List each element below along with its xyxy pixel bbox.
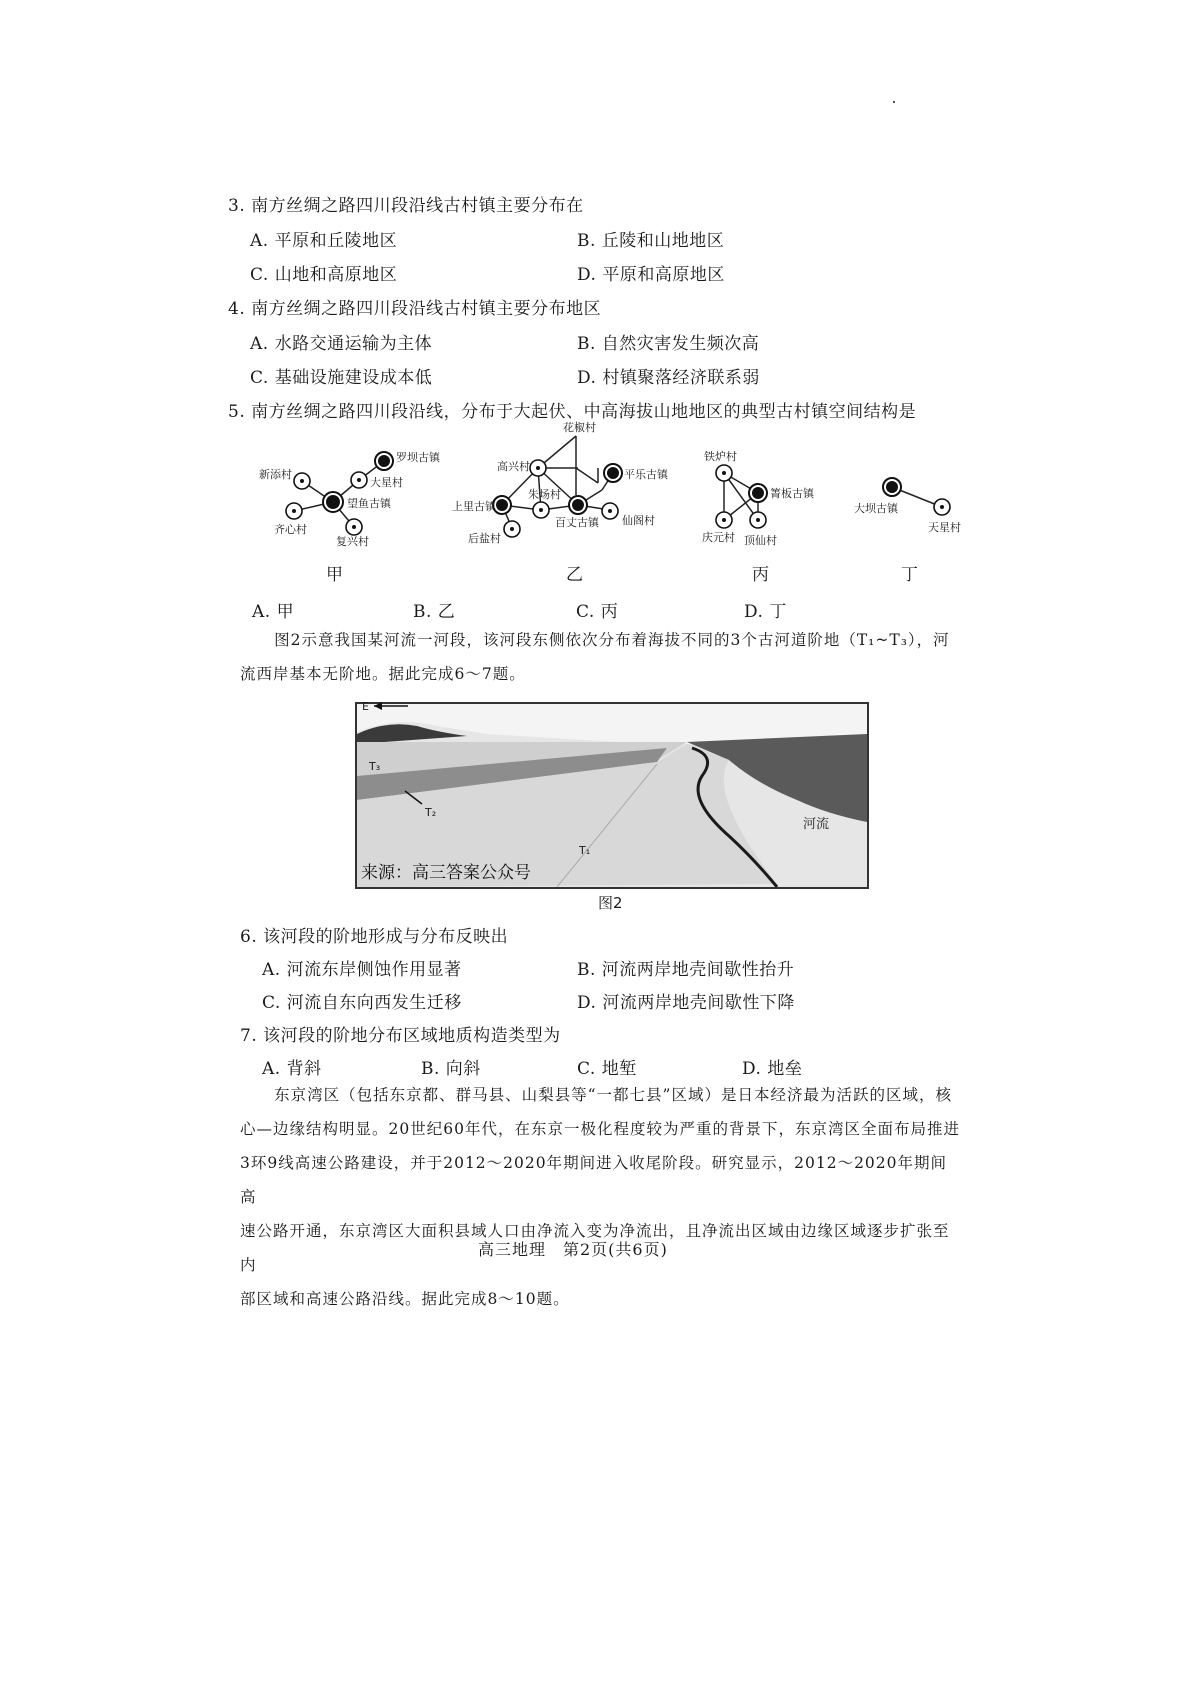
question-4-option-b: B. 自然灾害发生频次高 xyxy=(577,334,760,354)
east-direction-label: E xyxy=(362,700,369,713)
diagram-yi-caption: 乙 xyxy=(566,565,583,585)
diagram-ding-label: 大坝古镇 xyxy=(854,502,898,515)
terrace-label-t2: T₂ xyxy=(425,806,437,819)
question-7-option-d: D. 地垒 xyxy=(742,1059,803,1079)
question-7-option-b: B. 向斜 xyxy=(421,1059,481,1079)
passage-line: 东京湾区（包括东京都、群马县、山梨县等“一都七县”区域）是日本经济最为活跃的区域，核 xyxy=(274,1086,952,1104)
intro-fig2 xyxy=(240,623,980,691)
diagram-bing-caption: 丙 xyxy=(752,565,769,585)
question-3-option-b: B. 丘陵和山地地区 xyxy=(577,231,725,251)
question-3-option-c: C. 山地和高原地区 xyxy=(250,265,398,285)
diagram-jia-label: 齐心村 xyxy=(274,523,307,536)
diagram-yi-label: 上里古镇 xyxy=(452,500,496,513)
question-3-option-d: D. 平原和高原地区 xyxy=(577,265,725,285)
page-footer: 高三地理 第2页(共6页) xyxy=(478,1240,668,1259)
diagram-yi-label: 百丈古镇 xyxy=(555,516,599,529)
passage-tokyo-bay xyxy=(240,1078,960,1316)
passage-line: 3环9线高速公路建设，并于2012～2020年期间进入收尾阶段。研究显示，2012～2020年期间高 xyxy=(240,1154,948,1206)
question-5-option-c: C. 丙 xyxy=(576,602,619,622)
diagram-jia-caption: 甲 xyxy=(326,565,343,585)
diagram-yi-label: 花椒村 xyxy=(563,421,596,434)
question-6-option-a: A. 河流东岸侧蚀作用显著 xyxy=(262,960,462,980)
passage-line: 部区域和高速公路沿线。据此完成8～10题。 xyxy=(240,1290,570,1308)
scan-speck xyxy=(893,101,895,103)
diagram-ding-label: 天星村 xyxy=(928,521,961,534)
question-4-option-c: C. 基础设施建设成本低 xyxy=(250,368,433,388)
question-5-option-d: D. 丁 xyxy=(744,602,787,622)
question-7-option-c: C. 地堑 xyxy=(577,1059,637,1079)
diagram-jia-label: 新添村 xyxy=(259,468,292,481)
question-5-option-b: B. 乙 xyxy=(413,602,456,622)
diagram-yi-label: 后盐村 xyxy=(468,532,501,545)
diagram-yi-label: 高兴村 xyxy=(497,460,530,473)
diagram-ding-caption: 丁 xyxy=(901,565,918,585)
question-5-option-a: A. 甲 xyxy=(252,602,295,622)
question-4-option-a: A. 水路交通运输为主体 xyxy=(250,334,433,354)
question-4-option-d: D. 村镇聚落经济联系弱 xyxy=(577,368,760,388)
question-6-stem: 6. 该河段的阶地形成与分布反映出 xyxy=(240,927,509,947)
diagram-yi-label: 朱场村 xyxy=(528,488,561,501)
diagram-jia xyxy=(250,445,450,555)
terrace-label-t3: T₃ xyxy=(369,760,381,773)
source-note: 来源：高三答案公众号 xyxy=(361,863,531,883)
diagram-yi-label: 仙阁村 xyxy=(622,514,655,527)
diagram-jia-label: 罗坝古镇 xyxy=(396,451,440,464)
passage-line: 心—边缘结构明显。20世纪60年代，在东京一极化程度较为严重的背景下，东京湾区全面布局推进 xyxy=(240,1120,960,1138)
diagram-bing-label: 铁炉村 xyxy=(704,450,737,463)
figure-2-caption: 图2 xyxy=(598,894,623,912)
question-4-stem: 4. 南方丝绸之路四川段沿线古村镇主要分布地区 xyxy=(228,299,602,319)
question-6-option-d: D. 河流两岸地壳间歇性下降 xyxy=(577,993,795,1013)
question-6-option-b: B. 河流两岸地壳间歇性抬升 xyxy=(577,960,795,980)
diagram-jia-label: 复兴村 xyxy=(336,535,369,548)
question-7-option-a: A. 背斜 xyxy=(262,1059,322,1079)
diagram-bing-label: 庆元村 xyxy=(702,531,735,544)
diagram-jia-label: 大星村 xyxy=(370,476,403,489)
question-3-stem: 3. 南方丝绸之路四川段沿线古村镇主要分布在 xyxy=(228,196,584,216)
diagram-bing-label: 顶仙村 xyxy=(744,534,777,547)
intro-line: 图2示意我国某河流一河段，该河段东侧依次分布着海拔不同的3个古河道阶地（T₁~T₃），河 xyxy=(274,631,950,649)
question-7-stem: 7. 该河段的阶地分布区域地质构造类型为 xyxy=(240,1026,561,1046)
passage-line: 速公路开通，东京湾区大面积县域人口由净流入变为净流出，且净流出区域由边缘区域逐步扩张至内 xyxy=(240,1222,950,1274)
diagram-yi xyxy=(450,418,680,553)
diagram-ding xyxy=(850,465,970,540)
east-arrow-icon xyxy=(362,697,412,715)
terrace-label-t1: T₁ xyxy=(579,844,591,857)
diagram-bing-label: 箐板古镇 xyxy=(770,487,814,500)
river-label: 河流 xyxy=(803,817,830,832)
intro-line: 流西岸基本无阶地。据此完成6～7题。 xyxy=(240,665,526,683)
diagram-bing xyxy=(690,448,830,548)
question-5-stem: 5. 南方丝绸之路四川段沿线，分布于大起伏、中高海拔山地地区的典型古村镇空间结构是 xyxy=(228,402,917,422)
question-6-option-c: C. 河流自东向西发生迁移 xyxy=(262,993,462,1013)
question-3-option-a: A. 平原和丘陵地区 xyxy=(250,231,398,251)
diagram-yi-label: 平乐古镇 xyxy=(624,468,668,481)
diagram-jia-label: 望鱼古镇 xyxy=(347,497,391,510)
